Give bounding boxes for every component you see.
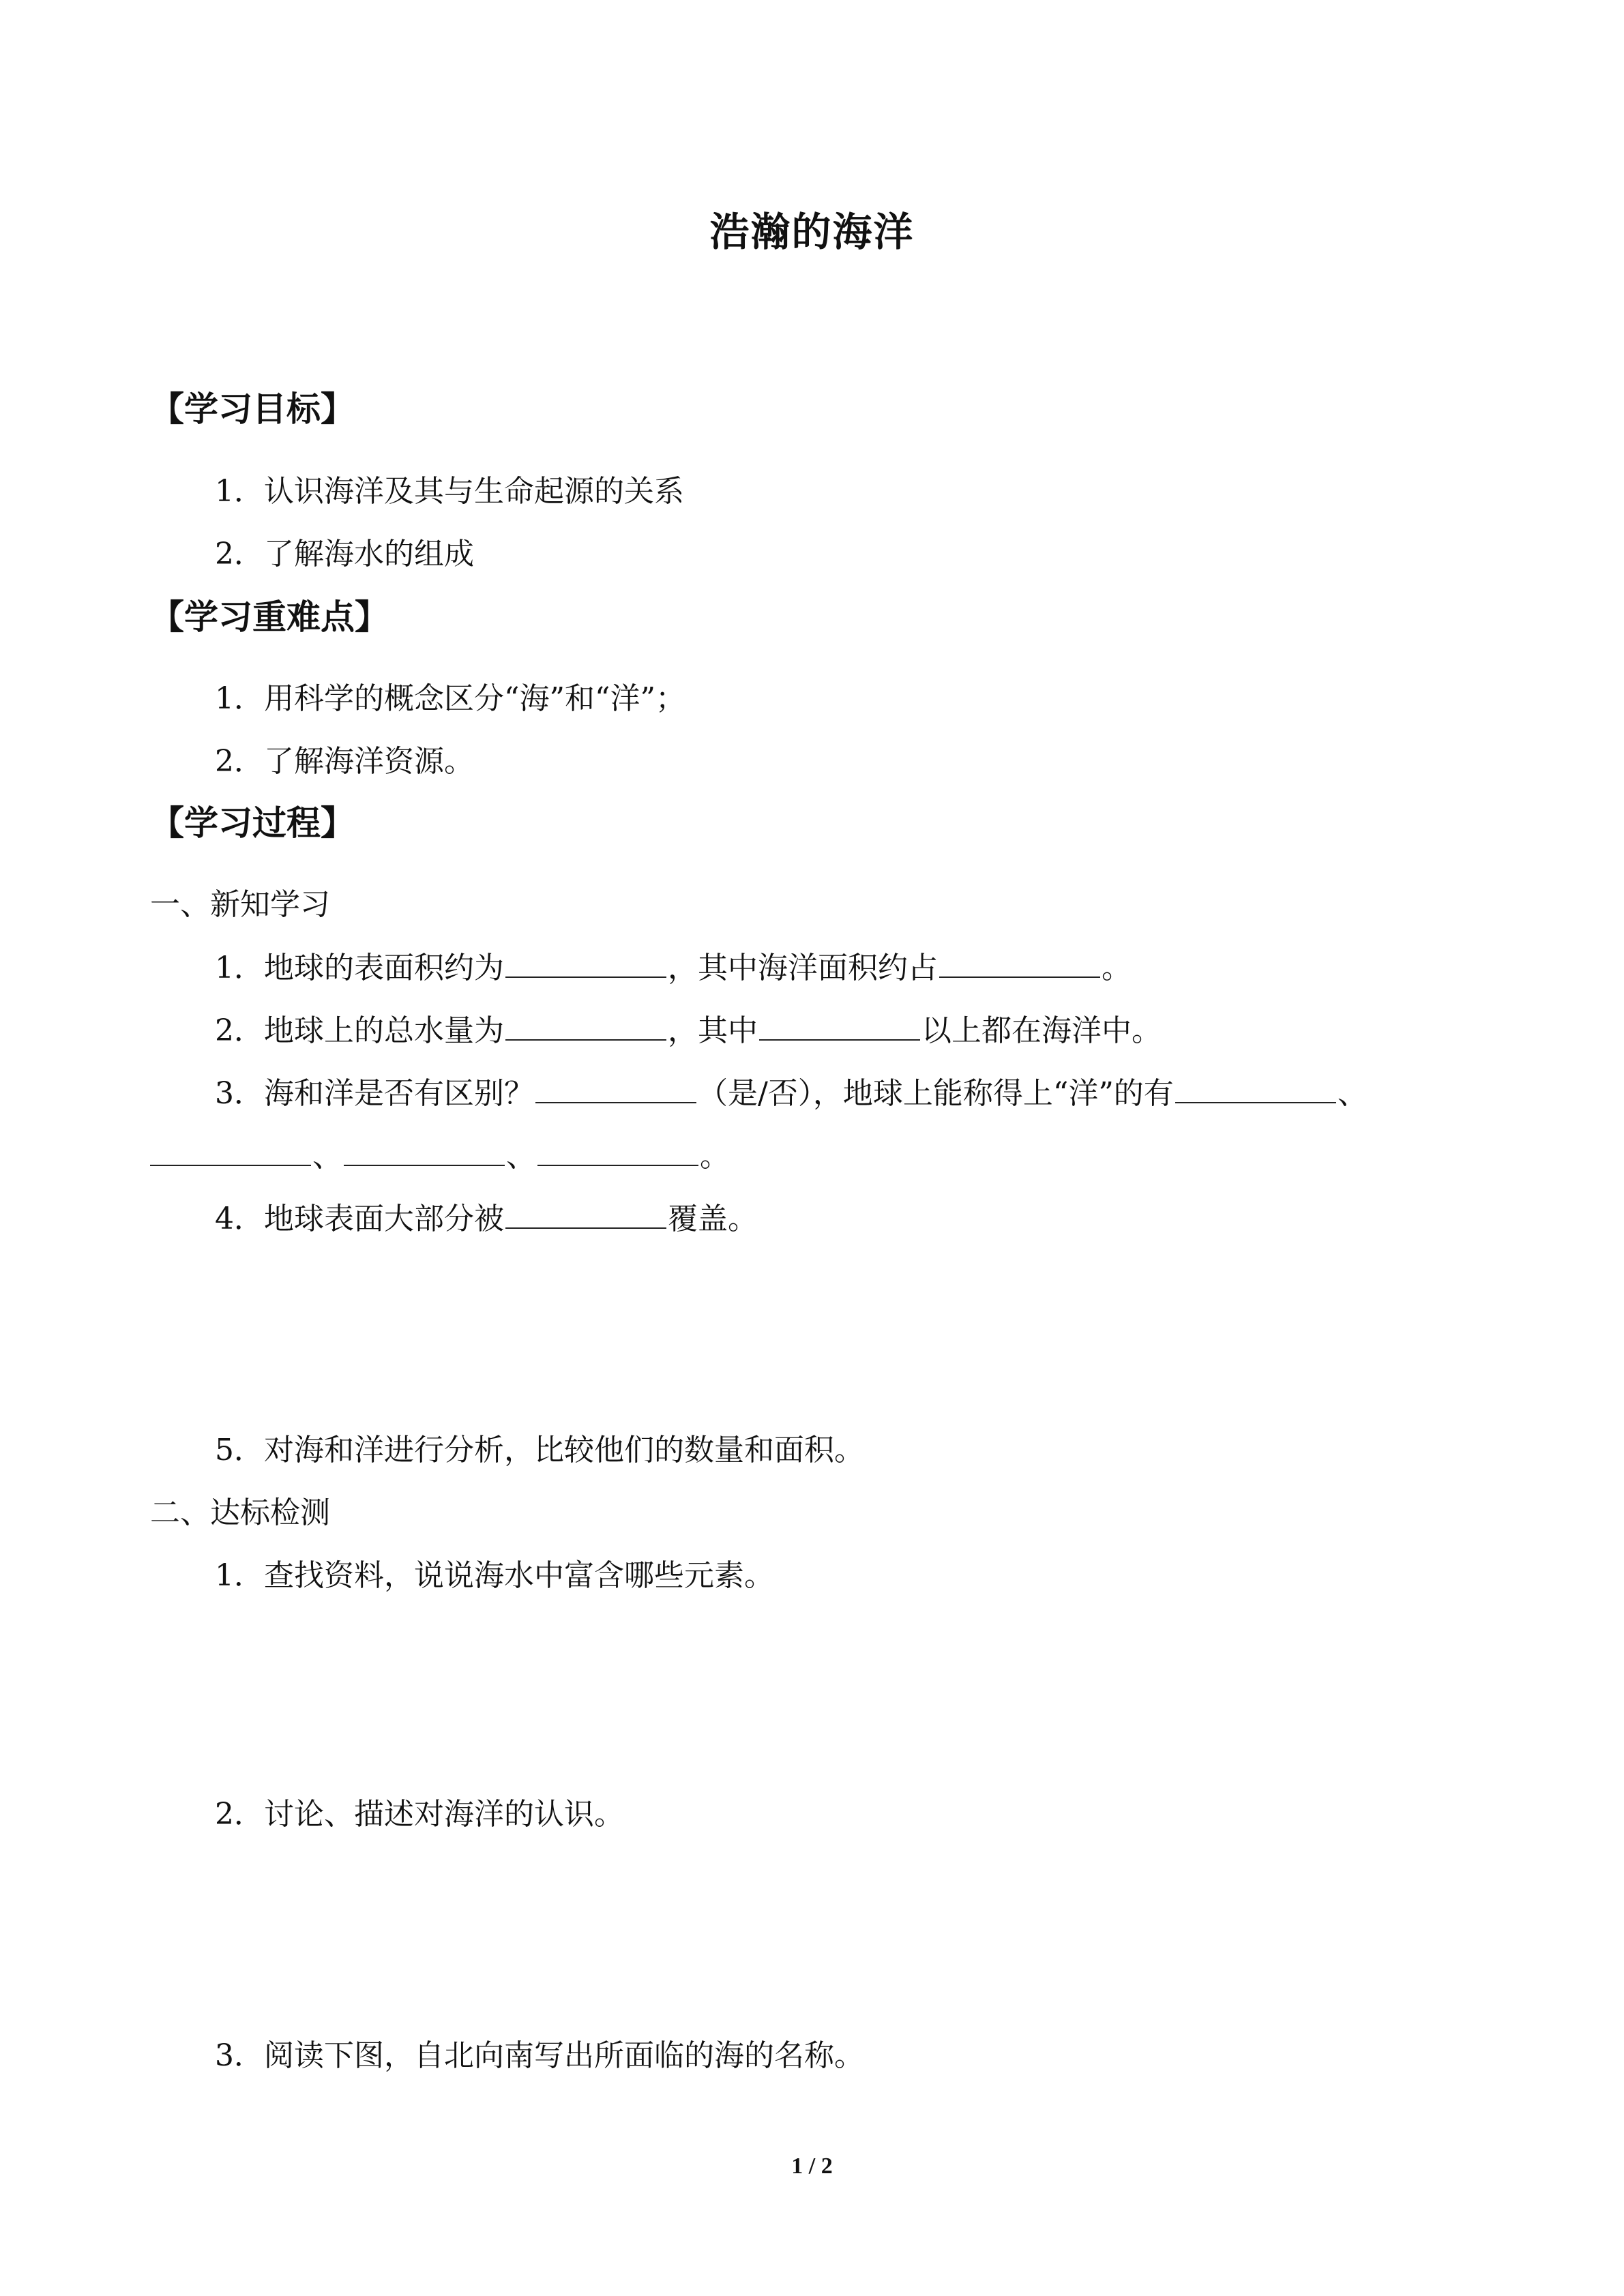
question-1-1-text-a: 1．地球的表面积约为 bbox=[215, 951, 504, 985]
question-1-3-text-a: 3．海和洋是否有区别？ bbox=[215, 1076, 534, 1111]
question-1-2 bbox=[215, 1009, 1162, 1052]
key-point-item-1: 1．用科学的概念区分“海”和“洋”； bbox=[215, 681, 685, 716]
question-1-5: 5．对海和洋进行分析，比较他们的数量和面积。 bbox=[215, 1433, 864, 1467]
question-1-1 bbox=[215, 946, 1132, 989]
answer-blank[interactable] bbox=[1175, 1072, 1336, 1103]
question-1-3-text-c: 、 bbox=[1337, 1076, 1368, 1111]
question-1-3-text-b: （是/否），地球上能称得上“洋”的有 bbox=[698, 1076, 1174, 1111]
heading-learning-goals: 【学习目标】 bbox=[150, 389, 355, 429]
answer-blank[interactable] bbox=[505, 1197, 666, 1229]
part2-title: 二、达标检测 bbox=[150, 1495, 330, 1530]
heading-key-points: 【学习重难点】 bbox=[150, 597, 389, 637]
question-1-1-text-b: ，其中海洋面积约占 bbox=[668, 951, 938, 985]
answer-blank[interactable] bbox=[344, 1135, 505, 1166]
answer-blank[interactable] bbox=[150, 1135, 311, 1166]
question-2-3: 3．阅读下图，自北向南写出所面临的海的名称。 bbox=[215, 2038, 864, 2073]
question-1-3 bbox=[215, 1072, 1368, 1115]
question-1-2-text-a: 2．地球上的总水量为 bbox=[215, 1013, 504, 1048]
answer-blank[interactable] bbox=[535, 1072, 696, 1103]
question-1-3-text-d: 、 bbox=[312, 1139, 342, 1174]
question-1-4 bbox=[215, 1197, 758, 1240]
question-1-3-text-f: 。 bbox=[700, 1139, 730, 1174]
answer-blank[interactable] bbox=[939, 946, 1100, 978]
answer-blank[interactable] bbox=[759, 1009, 920, 1041]
question-1-2-text-b: ，其中 bbox=[668, 1013, 758, 1048]
key-point-item-2: 2．了解海洋资源。 bbox=[215, 744, 474, 779]
heading-learning-process: 【学习过程】 bbox=[150, 803, 355, 843]
goal-item-2: 2．了解海水的组成 bbox=[215, 537, 474, 571]
part1-title: 一、新知学习 bbox=[150, 887, 330, 922]
goal-item-1: 1．认识海洋及其与生命起源的关系 bbox=[215, 474, 684, 509]
question-1-1-text-c: 。 bbox=[1102, 951, 1132, 985]
page-number: 1 / 2 bbox=[791, 2153, 833, 2179]
answer-blank[interactable] bbox=[537, 1135, 698, 1166]
answer-blank[interactable] bbox=[505, 946, 666, 978]
page-title: 浩瀚的海洋 bbox=[709, 209, 915, 255]
question-1-3-text-e: 、 bbox=[506, 1139, 536, 1174]
question-1-2-text-c: 以上都在海洋中。 bbox=[921, 1013, 1162, 1048]
answer-blank[interactable] bbox=[505, 1009, 666, 1041]
question-1-4-text-b: 覆盖。 bbox=[668, 1202, 758, 1236]
question-1-3-continued bbox=[150, 1135, 730, 1178]
question-2-2: 2．讨论、描述对海洋的认识。 bbox=[215, 1797, 624, 1832]
question-1-4-text-a: 4．地球表面大部分被 bbox=[215, 1202, 504, 1236]
question-2-1: 1．查找资料，说说海水中富含哪些元素。 bbox=[215, 1558, 774, 1593]
